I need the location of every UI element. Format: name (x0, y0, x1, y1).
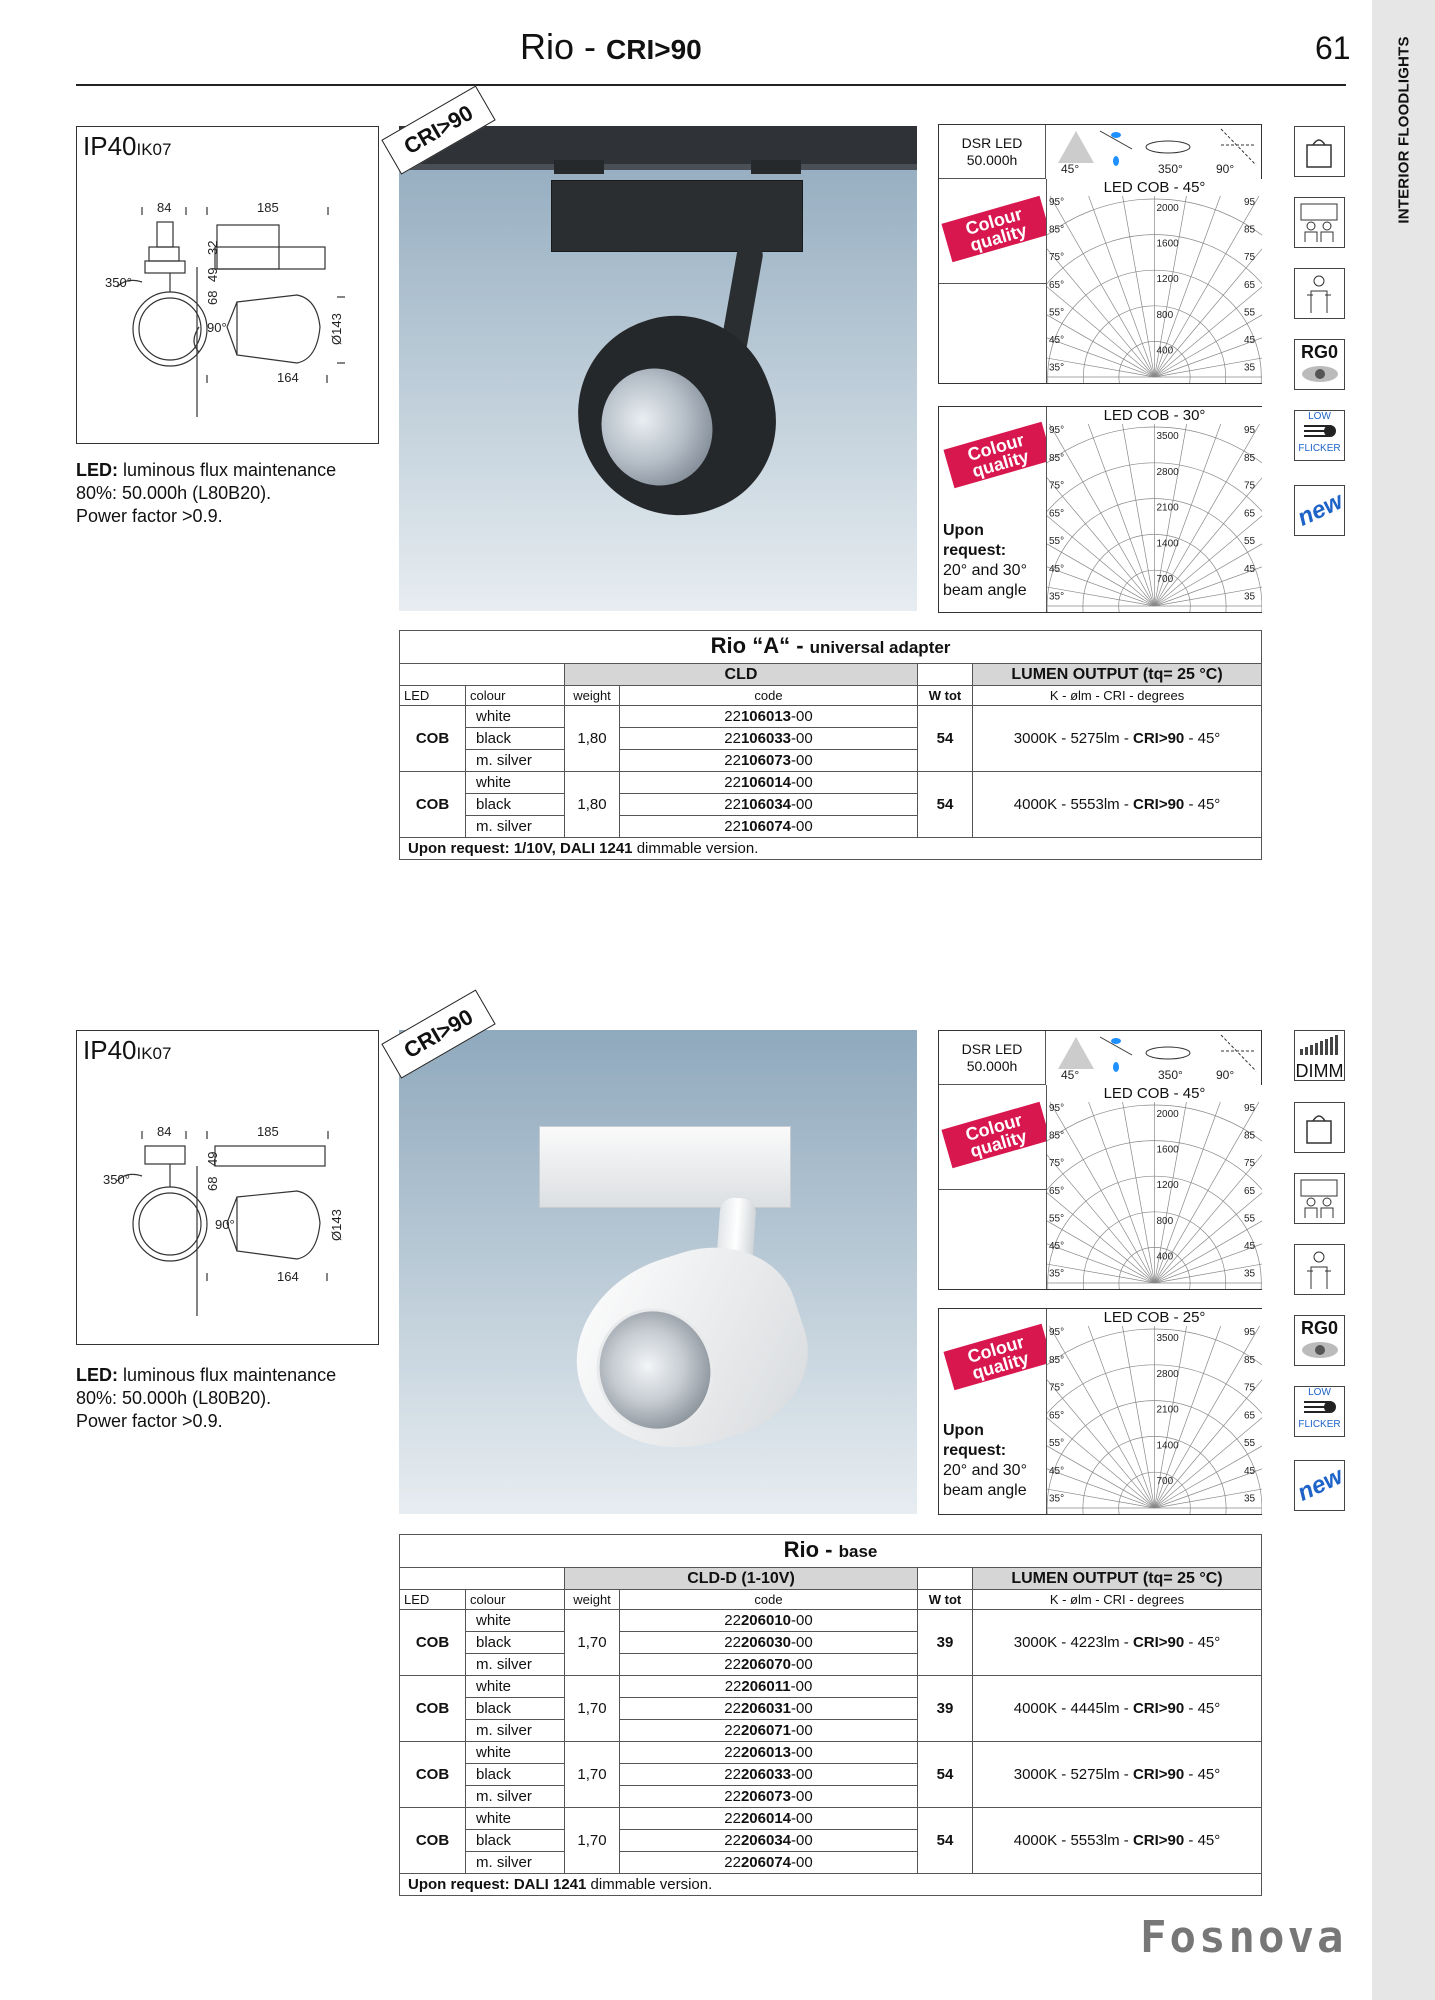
upon-request-note: Upon request: 20° and 30° beam angle (943, 522, 1027, 599)
upon-request-note: Upon request: 20° and 30° beam angle (943, 1422, 1027, 1499)
polar-ring-label: 1600 (1156, 1144, 1179, 1156)
svg-text:90°: 90° (1216, 1068, 1235, 1082)
col-header-weight: weight (565, 686, 620, 706)
polar-ring-label: 2100 (1156, 1404, 1179, 1416)
svg-text:65°: 65° (1049, 508, 1065, 520)
colour-cell: black (466, 1698, 565, 1720)
led-type: COB (400, 706, 466, 772)
photometry-panel (938, 124, 1262, 384)
table-row (400, 1610, 1262, 1632)
svg-text:85°: 85° (1049, 1354, 1065, 1366)
polar-ring-label: 1400 (1156, 538, 1179, 550)
code-cell: 22106034-00 (620, 794, 918, 816)
beam-angle-icons (1046, 125, 1261, 179)
code-cell: 22106014-00 (620, 772, 918, 794)
table-row (400, 706, 1262, 728)
polar-ring-label: 3500 (1156, 1333, 1179, 1344)
brand-logo: Fosnova (1140, 1912, 1347, 1963)
person-icon (1294, 268, 1345, 319)
low-flicker-icon: LOW FLICKER (1294, 410, 1345, 461)
svg-text:85°: 85° (1049, 1130, 1065, 1142)
dim-width-2: 185 (257, 200, 279, 215)
svg-text:35: 35 (1244, 591, 1256, 603)
polar-ring-label: 1600 (1156, 238, 1179, 250)
colour-cell: black (466, 1632, 565, 1654)
weight-cell: 1,70 (565, 1742, 620, 1808)
photometry-panel (938, 406, 1262, 613)
polar-ring-label: 2000 (1156, 1109, 1179, 1120)
svg-text:65: 65 (1244, 1185, 1256, 1197)
colour-quality-badge: Colour quality (941, 1102, 1050, 1169)
family-icon (1294, 197, 1345, 248)
svg-text:55: 55 (1244, 307, 1256, 319)
colour-quality-badge: Colour quality (943, 1324, 1052, 1391)
group-header-lumen: LUMEN OUTPUT (tq= 25 °C) (973, 1568, 1262, 1590)
svg-text:45: 45 (1244, 563, 1256, 575)
svg-text:65°: 65° (1049, 1185, 1065, 1197)
svg-text:45°: 45° (1049, 1465, 1065, 1477)
svg-text:55°: 55° (1049, 536, 1065, 548)
svg-text:95: 95 (1244, 425, 1256, 436)
svg-text:95°: 95° (1049, 1327, 1065, 1338)
code-cell: 22206073-00 (620, 1786, 918, 1808)
table-row (400, 1676, 1262, 1698)
svg-text:95: 95 (1244, 1103, 1256, 1114)
table-row (400, 1742, 1262, 1764)
polar-ring-label: 800 (1156, 1215, 1174, 1227)
colour-cell: black (466, 1830, 565, 1852)
polar-ring-label: 1200 (1156, 274, 1179, 286)
weight-cell: 1,70 (565, 1808, 620, 1874)
svg-text:35: 35 (1244, 1268, 1256, 1280)
code-cell: 22206014-00 (620, 1808, 918, 1830)
svg-text:55: 55 (1244, 536, 1256, 548)
header-rule (76, 84, 1346, 86)
svg-text:45°: 45° (1061, 162, 1080, 176)
col-header-wtot: W tot (918, 1590, 973, 1610)
code-cell: 22206074-00 (620, 1852, 918, 1874)
svg-text:350°: 350° (1158, 162, 1183, 176)
dimmable-icon: DIMM (1294, 1030, 1345, 1081)
lumen-cell: 4000K - 5553lm - CRI>90 - 45° (973, 1808, 1262, 1874)
code-cell: 22206010-00 (620, 1610, 918, 1632)
svg-text:84: 84 (157, 1124, 172, 1139)
wtot-cell: 54 (918, 772, 973, 838)
polar-diagram: LED COB - 45° 400 800 1200 1600 2000 95° 95 85° 85 75° 75 65° 65 55° 55 45° 45 35° 35 (1046, 179, 1262, 383)
svg-text:85: 85 (1244, 1354, 1256, 1366)
svg-text:55: 55 (1244, 1438, 1256, 1450)
low-flicker-icon: LOW FLICKER (1294, 1386, 1345, 1437)
col-header-code: code (620, 1590, 918, 1610)
svg-text:Ø143: Ø143 (329, 1209, 344, 1241)
led-type: COB (400, 1742, 466, 1808)
col-header-weight: weight (565, 1590, 620, 1610)
svg-text:35: 35 (1244, 1493, 1256, 1505)
svg-text:164: 164 (277, 1269, 299, 1284)
svg-text:85: 85 (1244, 1130, 1256, 1142)
svg-text:35°: 35° (1049, 591, 1065, 603)
colour-cell: white (466, 772, 565, 794)
polar-ring-label: 1200 (1156, 1180, 1179, 1192)
colour-cell: white (466, 1808, 565, 1830)
svg-text:45: 45 (1244, 1465, 1256, 1477)
colour-cell: black (466, 794, 565, 816)
table-row (400, 772, 1262, 794)
cri-tag: CRI>90 (381, 989, 496, 1078)
page-title: Rio - CRI>90 (520, 26, 702, 67)
dim-h1: 32 (205, 240, 220, 255)
col-header-k: K - ølm - CRI - degrees (973, 686, 1262, 706)
svg-text:68: 68 (205, 1176, 220, 1191)
svg-text:75°: 75° (1049, 1158, 1065, 1170)
weight-cell: 1,80 (565, 706, 620, 772)
code-cell: 22206034-00 (620, 1830, 918, 1852)
family-icon (1294, 1173, 1345, 1224)
group-header-lumen: LUMEN OUTPUT (tq= 25 °C) (973, 664, 1262, 686)
lumen-cell: 3000K - 5275lm - CRI>90 - 45° (973, 1742, 1262, 1808)
dsr-led: DSR LED 50.000h (939, 125, 1046, 179)
side-band (1372, 0, 1435, 2000)
svg-text:90°: 90° (1216, 162, 1235, 176)
svg-text:45°: 45° (1049, 1241, 1065, 1253)
led-type: COB (400, 1610, 466, 1676)
svg-text:95: 95 (1244, 197, 1256, 208)
polar-ring-label: 400 (1156, 1251, 1174, 1263)
colour-cell: m. silver (466, 816, 565, 838)
product-photo-black (399, 126, 917, 611)
page-number: 61 (1315, 30, 1351, 66)
ip-rating: IP40IK07 (83, 131, 172, 161)
svg-text:45: 45 (1244, 1241, 1256, 1253)
colour-cell: m. silver (466, 1786, 565, 1808)
svg-text:95°: 95° (1049, 197, 1065, 208)
led-type: COB (400, 772, 466, 838)
section-label: INTERIOR FLOODLIGHTS (1395, 36, 1413, 224)
polar-ring-label: 700 (1156, 574, 1174, 586)
code-cell: 22106013-00 (620, 706, 918, 728)
new-badge-icon: new (1294, 1460, 1345, 1511)
svg-text:95°: 95° (1049, 425, 1065, 436)
wtot-cell: 54 (918, 1808, 973, 1874)
dim-length: 164 (277, 370, 299, 385)
svg-text:85: 85 (1244, 452, 1256, 464)
colour-cell: m. silver (466, 750, 565, 772)
colour-cell: white (466, 1610, 565, 1632)
svg-text:45°: 45° (1049, 563, 1065, 575)
svg-text:45°: 45° (1061, 1068, 1080, 1082)
led-type: COB (400, 1808, 466, 1874)
col-header-code: code (620, 686, 918, 706)
polar-ring-label: 2100 (1156, 502, 1179, 514)
svg-text:65: 65 (1244, 279, 1256, 291)
wtot-cell: 54 (918, 1742, 973, 1808)
polar-ring-label: 2000 (1156, 203, 1179, 214)
table-title: Rio - base (400, 1535, 1262, 1568)
rg0-eye-icon: RG0 (1294, 1315, 1345, 1366)
colour-cell: m. silver (466, 1654, 565, 1676)
colour-quality-badge: Colour quality (941, 196, 1050, 263)
product-code-table (399, 1534, 1262, 1896)
col-header-colour: colour (466, 1590, 565, 1610)
luminaire-dimension-sketch (77, 1031, 378, 1344)
cri-tag: CRI>90 (381, 85, 496, 174)
dimension-drawing (76, 1030, 379, 1345)
svg-text:95°: 95° (1049, 1103, 1065, 1114)
svg-text:75: 75 (1244, 1382, 1256, 1394)
code-cell: 22206011-00 (620, 1676, 918, 1698)
beam-angle-icons (1046, 1031, 1261, 1085)
colour-cell: m. silver (466, 1720, 565, 1742)
product-photo-white (399, 1030, 917, 1514)
polar-diagram: LED COB - 45° 400 800 1200 1600 2000 95° 95 85° 85 75° 75 65° 65 55° 55 45° 45 35° 35 (1046, 1085, 1262, 1289)
table-title: Rio “A“ - universal adapter (400, 631, 1262, 664)
svg-text:75: 75 (1244, 480, 1256, 492)
colour-cell: white (466, 706, 565, 728)
code-cell: 22106074-00 (620, 816, 918, 838)
code-cell: 22206070-00 (620, 1654, 918, 1676)
svg-text:45: 45 (1244, 335, 1256, 347)
svg-text:55°: 55° (1049, 307, 1065, 319)
svg-text:85: 85 (1244, 224, 1256, 236)
svg-text:35°: 35° (1049, 1493, 1065, 1505)
wtot-cell: 54 (918, 706, 973, 772)
photometry-panel (938, 1308, 1262, 1515)
svg-text:49: 49 (205, 1151, 220, 1166)
polar-ring-label: 700 (1156, 1476, 1174, 1488)
colour-cell: black (466, 728, 565, 750)
lumen-cell: 3000K - 4223lm - CRI>90 - 45° (973, 1610, 1262, 1676)
svg-text:75: 75 (1244, 252, 1256, 264)
polar-diagram: LED COB - 25° 700 1400 2100 2800 3500 95° 95 85° 85 75° 75 65° 65 55° 55 45° 45 35° 35 (1046, 1309, 1262, 1514)
code-cell: 22206013-00 (620, 1742, 918, 1764)
led-maintenance-text: LED: luminous flux maintenance 80%: 50.000h (L80B20). Power factor >0.9. (76, 460, 337, 526)
lumen-cell: 4000K - 5553lm - CRI>90 - 45° (973, 772, 1262, 838)
polar-ring-label: 3500 (1156, 431, 1179, 442)
svg-text:75°: 75° (1049, 252, 1065, 264)
dim-width-1: 84 (157, 200, 172, 215)
svg-text:55°: 55° (1049, 1438, 1065, 1450)
person-icon (1294, 1244, 1345, 1295)
luminaire-dimension-sketch (77, 127, 378, 443)
code-cell: 22206031-00 (620, 1698, 918, 1720)
group-header-cld: CLD-D (1-10V) (565, 1568, 918, 1590)
svg-text:65°: 65° (1049, 279, 1065, 291)
colour-cell: white (466, 1742, 565, 1764)
colour-cell: black (466, 1764, 565, 1786)
code-cell: 22206071-00 (620, 1720, 918, 1742)
svg-text:75°: 75° (1049, 1382, 1065, 1394)
new-badge-icon: new (1294, 485, 1345, 536)
shop-bag-icon (1294, 126, 1345, 177)
polar-ring-label: 400 (1156, 345, 1174, 357)
ip-rating: IP40IK07 (83, 1035, 172, 1065)
svg-text:90°: 90° (215, 1217, 235, 1232)
table-footer-note: Upon request: 1/10V, DALI 1241 dimmable version. (400, 838, 1262, 860)
svg-text:85°: 85° (1049, 452, 1065, 464)
led-maintenance-text: LED: luminous flux maintenance 80%: 50.000h (L80B20). Power factor >0.9. (76, 1365, 337, 1431)
colour-cell: m. silver (466, 1852, 565, 1874)
svg-text:45°: 45° (1049, 335, 1065, 347)
dim-h3: 68 (205, 290, 220, 305)
code-cell: 22206033-00 (620, 1764, 918, 1786)
rg0-eye-icon: RG0 (1294, 339, 1345, 390)
weight-cell: 1,70 (565, 1676, 620, 1742)
table-footer-note: Upon request: DALI 1241 dimmable version. (400, 1874, 1262, 1896)
polar-ring-label: 2800 (1156, 466, 1179, 478)
svg-text:55: 55 (1244, 1213, 1256, 1225)
dim-h2: 49 (205, 267, 220, 282)
dimension-drawing (76, 126, 379, 444)
polar-ring-label: 800 (1156, 309, 1174, 321)
svg-text:350°: 350° (1158, 1068, 1183, 1082)
col-header-k: K - ølm - CRI - degrees (973, 1590, 1262, 1610)
dim-rotation: 350° (105, 275, 132, 290)
code-cell: 22106033-00 (620, 728, 918, 750)
dim-diameter: Ø143 (329, 313, 344, 345)
colour-cell: white (466, 1676, 565, 1698)
svg-text:55°: 55° (1049, 1213, 1065, 1225)
product-code-table (399, 630, 1262, 860)
colour-quality-badge: Colour quality (943, 422, 1052, 489)
wtot-cell: 39 (918, 1610, 973, 1676)
col-header-led: LED (400, 686, 466, 706)
svg-text:75°: 75° (1049, 480, 1065, 492)
svg-text:75: 75 (1244, 1158, 1256, 1170)
col-header-wtot: W tot (918, 686, 973, 706)
svg-text:65: 65 (1244, 1410, 1256, 1422)
svg-text:350°: 350° (103, 1172, 130, 1187)
lumen-cell: 4000K - 4445lm - CRI>90 - 45° (973, 1676, 1262, 1742)
dim-tilt: 90° (207, 320, 227, 335)
table-row (400, 1808, 1262, 1830)
dsr-led: DSR LED 50.000h (939, 1031, 1046, 1085)
group-header-cld: CLD (565, 664, 918, 686)
weight-cell: 1,70 (565, 1610, 620, 1676)
svg-text:85°: 85° (1049, 224, 1065, 236)
lumen-cell: 3000K - 5275lm - CRI>90 - 45° (973, 706, 1262, 772)
svg-text:35: 35 (1244, 362, 1256, 374)
svg-text:185: 185 (257, 1124, 279, 1139)
photometry-panel (938, 1030, 1262, 1290)
svg-text:65°: 65° (1049, 1410, 1065, 1422)
shop-bag-icon (1294, 1102, 1345, 1153)
svg-text:95: 95 (1244, 1327, 1256, 1338)
code-cell: 22206030-00 (620, 1632, 918, 1654)
polar-ring-label: 2800 (1156, 1368, 1179, 1380)
weight-cell: 1,80 (565, 772, 620, 838)
led-type: COB (400, 1676, 466, 1742)
svg-text:65: 65 (1244, 508, 1256, 520)
wtot-cell: 39 (918, 1676, 973, 1742)
code-cell: 22106073-00 (620, 750, 918, 772)
col-header-led: LED (400, 1590, 466, 1610)
polar-ring-label: 1400 (1156, 1440, 1179, 1452)
svg-text:35°: 35° (1049, 1268, 1065, 1280)
svg-text:35°: 35° (1049, 362, 1065, 374)
polar-diagram: LED COB - 30° 700 1400 2100 2800 3500 95° 95 85° 85 75° 75 65° 65 55° 55 45° 45 35° 35 (1046, 407, 1262, 612)
col-header-colour: colour (466, 686, 565, 706)
